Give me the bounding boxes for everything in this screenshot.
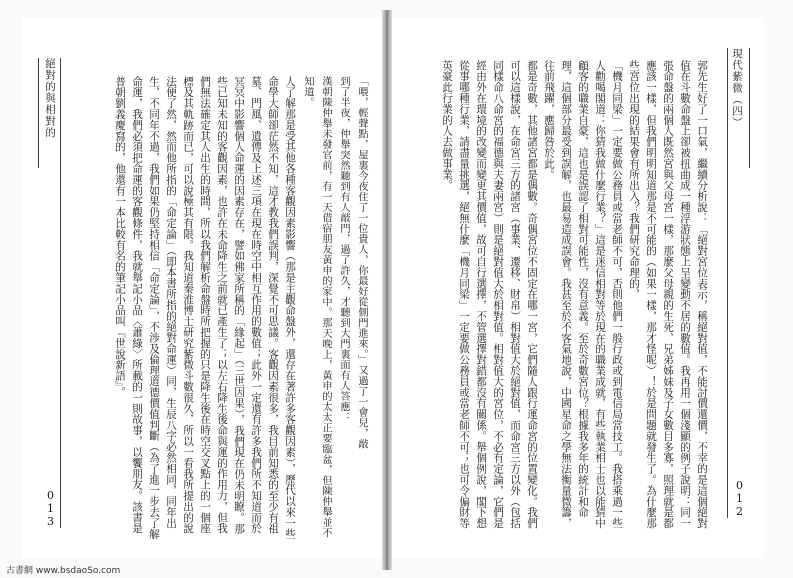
running-head-right: 現代紫微（四） bbox=[730, 48, 750, 168]
right-paragraph-3: 郭先生好了一口氣，繼續分析說：「絕對宮位表示，稱絕對值，不能討價還價，不幸的是這個絕對值在斗數命盤上卻被扭曲成一種浮游狀態上呈變動不居的數值。我再用一個淺顯的例子說明：同一張命盤的兩個人既然宮與父母宮一樣，那麼父母親的生死、兄弟姊妹及子女數目多寡，照理就是都應該一樣，但我們明明知道那是不可能的（如果一樣，那才怪呢）！於是問題就發生了。為什麼那些宮位出現的結果會有所出入？我們研究命理的， bbox=[628, 60, 708, 529]
right-page bbox=[392, 18, 764, 558]
running-head-left: 絕對的與相對的 bbox=[38, 58, 58, 168]
anecdote-line-2: 到了半夜，仲舉突然聽到有人敲門，過了許久，才聽到大門裏面有人答應： bbox=[338, 76, 349, 423]
right-page-body bbox=[410, 60, 710, 536]
anecdote-line-3: 「喂，輕聲點，屋裏今夜住了一位貴人，你最好從側門進來。」又過了一會兒，敲 bbox=[356, 76, 367, 449]
left-page bbox=[22, 18, 382, 558]
watermark-text: 古書網 www.bsdaoSo.com bbox=[6, 566, 121, 576]
header-rule-left bbox=[60, 58, 61, 528]
page-number-right: 012 bbox=[733, 479, 746, 518]
right-paragraph-1: 都是奇數，其他諸宮都是偶數。奇偶宮位不固定在哪一宮，它們隨人跟行運命宮的位置變化。我們可以這樣說，在命宮三方的諸宮（事業、遷移、財帛）相對值大於絕對值，而命宮三方以外（包括同樣命八命宮的福德與夫妻兩宮）則是絕對值大於相對值。相對值大的宮位，不必有定論，它們是經由外在環境的改變而變更其價值，故可自行選擇，不管選擇對錯都沒有關係。舉個例說，閣下想從事哪種行業，請盡量挑選，絕無什麼「機月同梁」一定要做公務員或當老師不可；也可令偏財等英豪此行業的人去做事業。 bbox=[441, 60, 538, 529]
footer-watermark bbox=[0, 562, 793, 576]
right-paragraph-2: 「機月同梁」一定要做公務員或當老師不可，否則他們一般行政或到電信局當技工。我搭乘過一些人勸喝閣道：你猜我做什麼行業？」這是迷信相對等於現在的職業成就，有些執業相士也以能猜中顧客的職業自豪，這也是誤認了相對可能性，沒有意義。至於奇數宮位？根據我多年的統計和命理，這個部分最受到誤解，也最易造成誤會。我甚至於不客氣地說，中國星命之學無法衡量微籌，往前飛躍，應歸咎於此。 bbox=[543, 60, 623, 529]
left-page-body bbox=[78, 76, 370, 544]
anecdote-line-1: 漢朝陳仲舉未發官前，有一天借宿朋友黃申的家中。那天晚上，黃申的太太正要臨盆，但陳仲舉並不知道。 bbox=[302, 76, 331, 538]
page-number-left: 013 bbox=[44, 489, 57, 528]
book-gutter bbox=[382, 10, 392, 570]
left-paragraph: 人了解那是受其他各種客觀因素影響（那是主觀命盤外，還存在著許多客觀因素），歷代以來一些命學大師卻茫然不知，這才教我們誤判，深覺不可思議。客觀因素很多，我目前知悉的至少有祖墓、門風、遺傳及上述三項在現在時空中相互作用的數值；此外一定還有許多我們所不知道而於冥冥中影響個人命運的因素存在，譬如佛家所稱的「緣起」（三世因果），我們現在仍未明瞭。那些已知未知的客觀因素，也許在未命降生之前就已產生了；以左右降生後命與運的作用力，但我們無法確定其人出生的時間，所以我們解析命盤時所把握的只是降生後在時空交叉點上的一個座標及其軌跡而已，可以說極其有限。我知道秦淮博士研究紫微斗數很久，所以一看我所提出的說法便了然，然而他所指的「命定論」（即本書所指的絕對命運）同，生辰八字必然相同，同年出生，不同年不過，我們如果仍堅持相信「命定論」，不涉及倫理道德價值判斷（為了進一步去了解命運，我們必須把命運的客觀條件，我就舉記小品〈蕭綠〉所載的一則故事，以饗朋友。該書是普朝劉義慶寫的，他還有一本比較有名的筆記小品叫『世說新語』。 bbox=[114, 76, 296, 540]
header-rule-right bbox=[727, 48, 728, 518]
